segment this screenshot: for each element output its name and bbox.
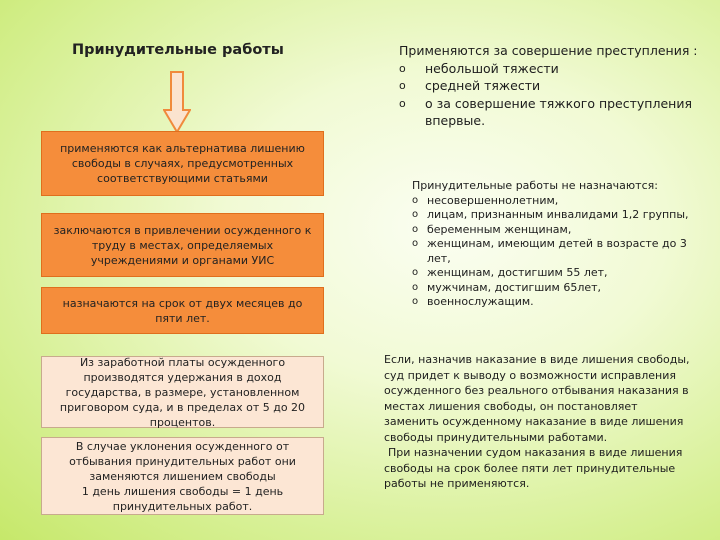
list-item: o небольшой тяжести: [399, 60, 559, 76]
not-assigned-heading: Принудительные работы не назначаются:: [412, 179, 658, 192]
notes-panel: [384, 352, 694, 492]
not-assigned-list: [412, 194, 702, 310]
bullet-icon: o: [412, 267, 419, 278]
note-not-applied: При назначении судом наказания в виде лишения свободы на срок более пяти лет принудительные работы не применяются.: [384, 446, 683, 490]
not-assigned-panel: [412, 179, 702, 310]
list-item: o мужчинам, достигшим 65лет,: [412, 280, 602, 294]
bullet-icon: o: [412, 223, 419, 235]
bullet-icon: o: [399, 61, 406, 75]
bullet-icon: o: [399, 79, 406, 92]
bullet-icon: o: [412, 238, 419, 249]
list-item: o лицам, признанным инвалидами 1,2 группы,: [412, 208, 689, 221]
down-arrow-icon: [163, 71, 191, 133]
note-replacement: Если, назначив наказание в виде лишения свободы, суд придет к выводу о возможности исправления осужденного без реального отбывания наказания в местах лишения свободы, он постановляет заменить осужденному наказание в виде лишения свободы принудительными работами.: [384, 353, 690, 444]
bullet-icon: o: [399, 96, 406, 110]
bullet-icon: o: [412, 194, 419, 206]
bullet-icon: o: [412, 209, 419, 220]
box-alternative: применяются как альтернатива лишению свободы в случаях, предусмотренных соответствующими статьями: [41, 131, 324, 196]
box-salary-deductions: Из заработной платы осужденного производятся удержания в доход государства, в размере, установленном приговором суда, и в пределах от 5 до 20 процентов.: [41, 356, 324, 428]
bullet-icon: o: [412, 281, 419, 293]
applied-panel: [399, 42, 699, 130]
list-item: o женщинам, имеющим детей в возрасте до 3 лет,: [412, 237, 687, 265]
list-item: o о за совершение тяжкого преступления впервые.: [399, 95, 692, 128]
page-title: Принудительные работы: [72, 42, 284, 58]
bullet-icon: o: [412, 296, 419, 307]
box-labor-places: заключаются в привлечении осужденного к труду в местах, определяемых учреждениями и органами УИС: [41, 213, 324, 277]
list-item: o женщинам, достигшим 55 лет,: [412, 266, 608, 279]
list-item: o средней тяжести: [399, 78, 541, 93]
applied-heading: Применяются за совершение преступления :: [399, 43, 698, 58]
box-term: назначаются на срок от двух месяцев до пяти лет.: [41, 287, 324, 334]
list-item: o несовершеннолетним,: [412, 193, 559, 207]
box-evasion: В случае уклонения осужденного от отбывания принудительных работ они заменяются лишением свободы 1 день лишения свободы = 1 день принудительных работ.: [41, 437, 324, 515]
list-item: o военнослужащим.: [412, 295, 534, 308]
list-item: o беременным женщинам,: [412, 222, 572, 236]
applied-list: [399, 60, 699, 130]
